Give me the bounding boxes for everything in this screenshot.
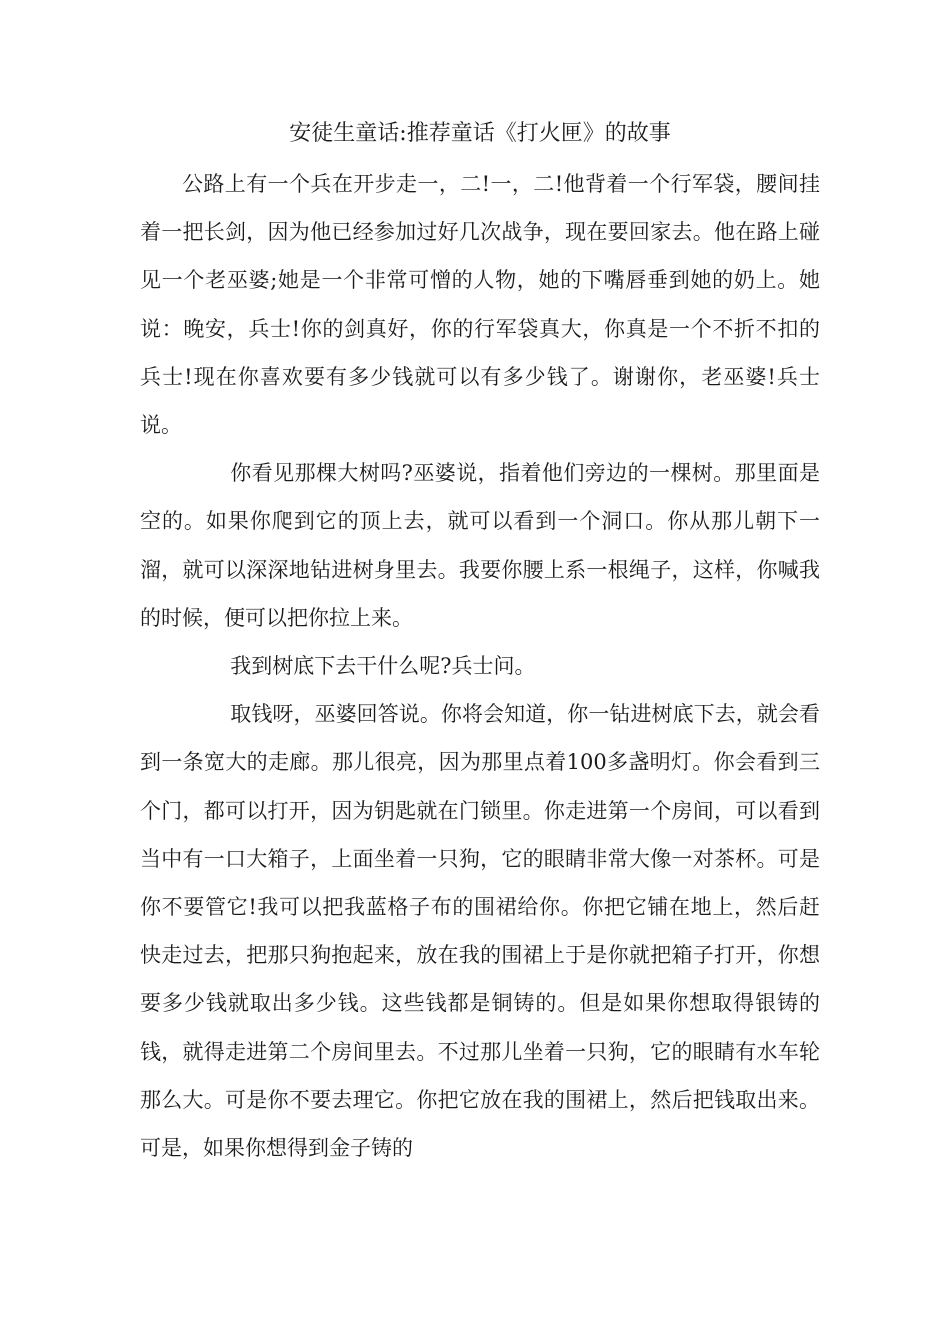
- paragraph-1: 公路上有一个兵在开步走一，二!一，二!他背着一个行军袋，腰间挂着一把长剑，因为他已经参加过好几次战争，现在要回家去。他在路上碰见一个老巫婆;她是一个非常可憎的人物，她的下嘴唇垂到她的奶上。她说：晚安，兵士!你的剑真好，你的行军袋真大，你真是一个不折不扣的兵士!现在你喜欢要有多少钱就可以有多少钱了。谢谢你，老巫婆!兵士说。: [140, 172, 820, 438]
- paragraph-2: 你看见那棵大树吗?巫婆说，指着他们旁边的一棵树。那里面是空的。如果你爬到它的顶上去，就可以看到一个洞口。你从那儿朝下一溜，就可以深深地钻进树身里去。我要你腰上系一根绳子，这样，你喊我的时候，便可以把你拉上来。: [140, 461, 820, 630]
- paragraph-4: 取钱呀，巫婆回答说。你将会知道，你一钻进树底下去，就会看到一条宽大的走廊。那儿很亮，因为那里点着100多盏明灯。你会看到三个门，都可以打开，因为钥匙就在门锁里。你走进第一个房间，可以看到当中有一口大箱子，上面坐着一只狗，它的眼睛非常大像一对茶杯。可是你不要管它!我可以把我蓝格子布的围裙给你。你把它铺在地上，然后赶快走过去，把那只狗抱起来，放在我的围裙上于是你就把箱子打开，你想要多少钱就取出多少钱。这些钱都是铜铸的。但是如果你想取得银铸的钱，就得走进第二个房间里去。不过那儿坐着一只狗，它的眼睛有水车轮那么大。可是你不要去理它。你把它放在我的围裙上，然后把钱取出来。可是，如果你想得到金子铸的: [140, 702, 820, 1161]
- paragraph-3: 我到树底下去干什么呢?兵士问。: [230, 654, 536, 679]
- document-body: [140, 108, 820, 1172]
- document-title: 安徒生童话:推荐童话《打火匣》的故事: [289, 121, 671, 146]
